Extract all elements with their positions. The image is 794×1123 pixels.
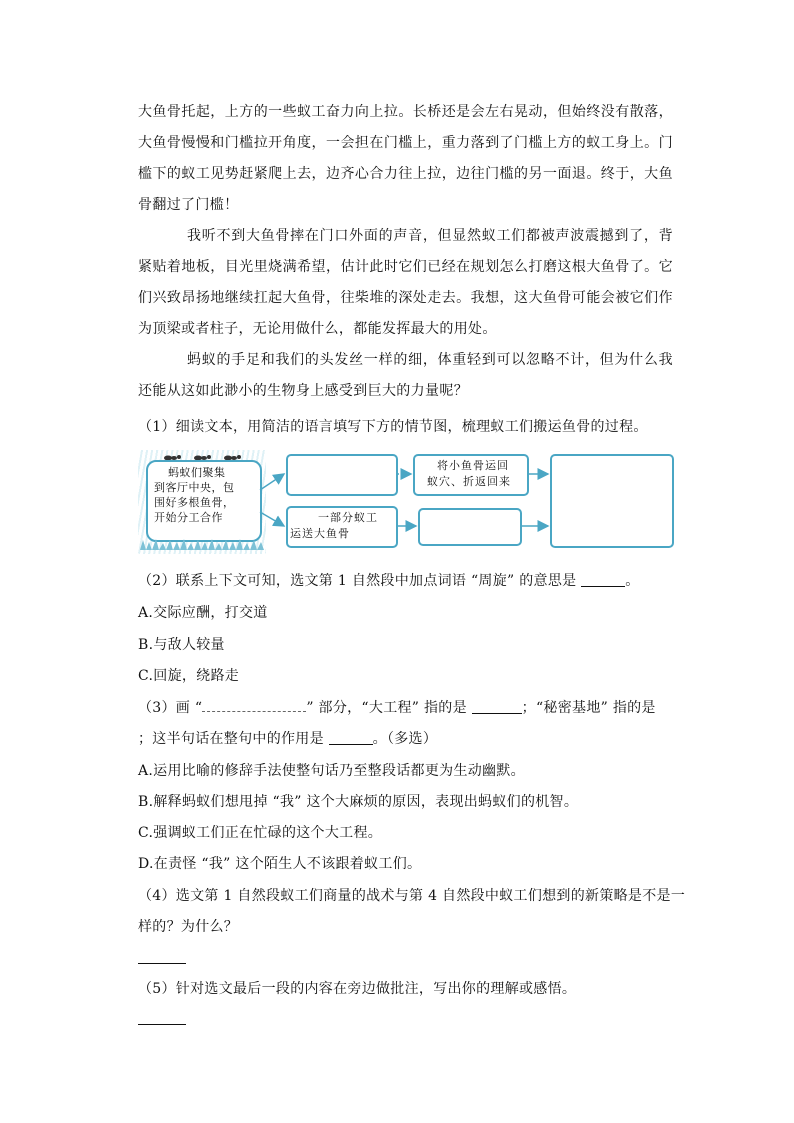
option-q3-a: A.运用比喻的修辞手法使整句话乃至整段话都更为生动幽默。	[138, 763, 525, 779]
plot-box-carry-line-1: 一部分蚁工	[318, 511, 378, 524]
start-card-line-1: 蚂蚁们聚集	[168, 466, 226, 479]
question-2	[138, 570, 640, 590]
question-3-part-b: ” 部分，“大工程” 指的是	[306, 700, 472, 716]
question-5: （5）针对选文最后一段的内容在旁边做批注，写出你的理解或感悟。	[138, 981, 577, 997]
question-2-prompt: （2）联系上下文可知，选文第 1 自然段中加点词语 “周旋” 的意思是	[138, 573, 582, 589]
wavy-underline-mark	[202, 701, 306, 712]
passage-paragraph-continued: 大鱼骨托起，上方的一些蚁工奋力向上拉。长桥还是会左右晃动，但始终没有散落，大鱼骨慢慢和门槛拉开角度，一会担在门槛上，重力落到了门槛上方的蚁工身上。门槛下的蚁工见势赶紧爬上去，边齐心合力往上拉，边往门槛的另一面退。终于，大鱼骨翻过了门槛！	[138, 104, 673, 213]
plot-box-return-line-1: 将小鱼骨运回	[437, 459, 509, 472]
plot-box-return-line-2: 蚁穴、折返回来	[427, 475, 511, 488]
question-1: （1）细读文本，用简洁的语言填写下方的情节图，梳理蚁工们搬运鱼骨的过程。	[138, 419, 648, 435]
question-3-part-e: 。（多选）	[372, 731, 438, 747]
question-3-part-c: ；“秘密基地” 指的是	[521, 700, 656, 716]
option-q3-b: B.解释蚂蚁们想甩掉 “我” 这个大麻烦的原因，表现出蚂蚁们的机智。	[138, 794, 579, 810]
option-q2-c: C.回旋，绕路走	[138, 668, 240, 684]
start-card-line-4: 开始分工合作	[154, 511, 223, 524]
plot-box-carry-line-2: 运送大鱼骨	[290, 527, 350, 540]
question-4-line-1: （4）选文第 1 自然段蚁工们商量的战术与第 4 自然段中蚁工们想到的新策略是不是一	[138, 888, 686, 904]
passage-paragraph-2: 我听不到大鱼骨摔在门口外面的声音，但显然蚁工们都被声波震撼到了，背紧贴着地板，目光里烧满希望，估计此时它们已经在规划怎么打磨这根大鱼骨了。它们兴致昂扬地继续扛起大鱼骨，往柴堆的深处走去。我想，这大鱼骨可能会被它们作为顶梁或者柱子，无论用做什么，都能发挥最大的用处。	[138, 228, 673, 337]
passage-paragraph-3: 蚂蚁的手足和我们的头发丝一样的细，体重轻到可以忽略不计，但为什么我还能从这如此渺小的生物身上感受到巨大的力量呢？	[138, 352, 673, 399]
start-card-line-3: 围好多根鱼骨，	[154, 496, 235, 509]
answer-line-q5[interactable]	[138, 1024, 186, 1025]
start-card-line-2: 到客厅中央，包	[154, 481, 235, 494]
answer-blank-q3-1[interactable]	[472, 699, 522, 714]
question-4-line-2: 样的？为什么？	[138, 919, 239, 935]
answer-blank-q2[interactable]	[581, 572, 625, 587]
plot-diagram	[138, 450, 676, 554]
answer-line-q4[interactable]	[138, 963, 186, 964]
question-3-prompt: （3）画 “	[138, 700, 203, 716]
option-q3-d: D.在责怪 “我” 这个陌生人不该跟着蚁工们。	[138, 856, 422, 872]
question-3	[138, 697, 656, 717]
answer-blank-q3-2[interactable]	[329, 730, 373, 745]
diagram-arrows	[138, 450, 676, 554]
question-2-end: 。	[625, 573, 640, 589]
option-q2-b: B.与敌人较量	[138, 637, 225, 653]
question-3-part-d: ；这半句话在整句中的作用是	[138, 731, 329, 747]
option-q2-a: A.交际应酬，打交道	[138, 605, 268, 621]
option-q3-c: C.强调蚁工们正在忙碌的这个大工程。	[138, 825, 383, 841]
question-3-continued	[138, 728, 437, 748]
